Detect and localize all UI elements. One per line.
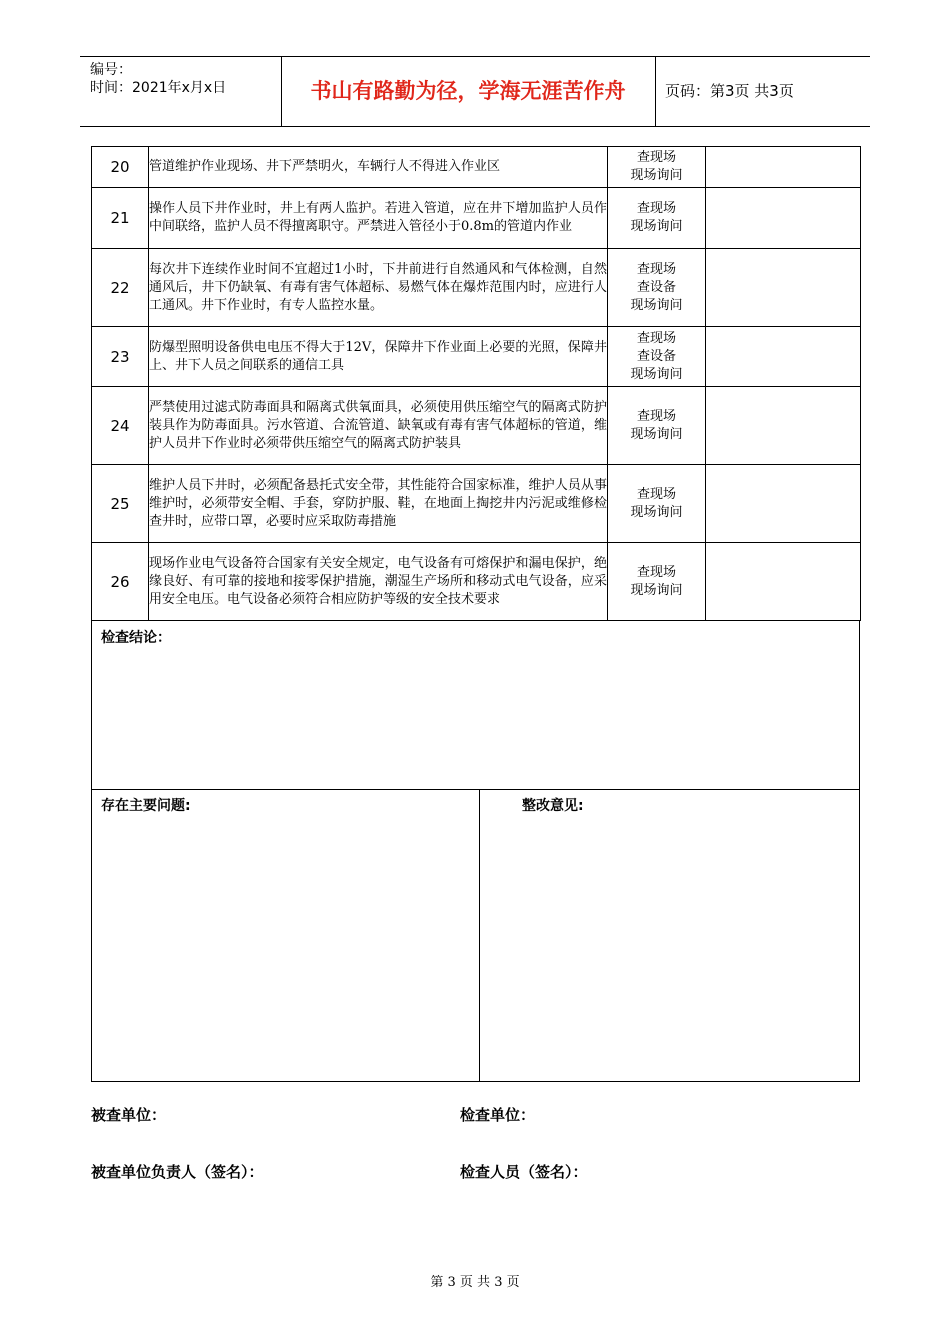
inspected-unit-label: 被查单位： <box>91 1106 167 1124</box>
item-number: 23 <box>92 327 149 387</box>
method-line: 查现场 <box>636 330 676 346</box>
table-row <box>92 249 861 327</box>
inspected-leader-signature-label: 被查单位负责人（签名）： <box>91 1163 264 1181</box>
item-note <box>706 327 861 387</box>
item-number: 21 <box>92 188 149 249</box>
inspector-signature-label: 检查人员（签名）： <box>460 1163 588 1181</box>
method-line: 现场询问 <box>630 582 683 598</box>
inspection-table <box>91 146 861 621</box>
table-row <box>92 147 861 188</box>
item-content: 管道维护作业现场、井下严禁明火，车辆行人不得进入作业区 <box>149 147 608 188</box>
method-line: 现场询问 <box>630 366 683 382</box>
conclusion-label: 检查结论： <box>101 630 171 646</box>
header-page-info: 页码：第3页 共3页 <box>665 82 794 100</box>
conclusion-box <box>91 620 860 790</box>
header-divider <box>655 57 656 126</box>
serial-number-label: 编号： <box>90 62 132 78</box>
table-row <box>92 543 861 621</box>
table-row <box>92 327 861 387</box>
method-line: 现场询问 <box>630 426 683 442</box>
item-content: 每次井下连续作业时间不宜超过1小时，下井前进行自然通风和气体检测，自然通风后，井下仍缺氧、有毒有害气体超标、易燃气体在爆炸范围内时，应进行人工通风。井下作业时，有专人监控水量。 <box>149 249 608 327</box>
table-row <box>92 387 861 465</box>
date-label: 时间：2021年x月x日 <box>90 80 227 96</box>
method-line: 查现场 <box>636 201 676 216</box>
header-meta <box>90 61 226 97</box>
item-note <box>706 188 861 249</box>
item-note <box>706 249 861 327</box>
method-line: 查现场 <box>636 564 676 580</box>
item-method <box>608 249 706 327</box>
problems-suggestions-box <box>91 789 860 1082</box>
page-header <box>80 56 870 127</box>
item-content: 防爆型照明设备供电电压不得大于12V，保障井下作业面上必要的光照，保障井上、井下人员之间联系的通信工具 <box>149 327 608 387</box>
table-row <box>92 465 861 543</box>
box-divider <box>479 790 480 1081</box>
item-note <box>706 387 861 465</box>
method-line: 查设备 <box>636 348 676 364</box>
header-motto: 书山有路勤为径，学海无涯苦作舟 <box>310 79 626 103</box>
method-line: 现场询问 <box>630 168 683 183</box>
item-number: 25 <box>92 465 149 543</box>
table-row <box>92 188 861 249</box>
method-line: 查现场 <box>636 150 676 165</box>
item-note <box>706 543 861 621</box>
method-line: 查现场 <box>636 486 676 502</box>
item-content: 严禁使用过滤式防毒面具和隔离式供氧面具，必须使用供压缩空气的隔离式防护装具作为防毒面具。污水管道、合流管道、缺氧或有毒有害气体超标的管道，维护人员井下作业时必须带供压缩空气的隔离式防护装具 <box>149 387 608 465</box>
method-line: 现场询问 <box>630 504 683 520</box>
method-line: 查设备 <box>636 279 676 295</box>
suggestions-label: 整改意见: <box>522 798 584 814</box>
method-line: 查现场 <box>636 261 676 277</box>
item-method <box>608 188 706 249</box>
item-number: 26 <box>92 543 149 621</box>
page-footer: 第 3 页 共 3 页 <box>430 1275 520 1290</box>
item-note <box>706 147 861 188</box>
method-line: 查现场 <box>636 408 676 424</box>
item-number: 24 <box>92 387 149 465</box>
inspecting-unit-label: 检查单位： <box>460 1106 536 1124</box>
item-method <box>608 327 706 387</box>
item-number: 20 <box>92 147 149 188</box>
item-method <box>608 387 706 465</box>
item-method <box>608 147 706 188</box>
item-content: 维护人员下井时，必须配备悬托式安全带，其性能符合国家标准，维护人员从事维护时，必须带安全帽、手套，穿防护服、鞋，在地面上掏挖井内污泥或维修检查井时，应带口罩，必要时应采取防毒措施 <box>149 465 608 543</box>
item-note <box>706 465 861 543</box>
method-line: 现场询问 <box>630 219 683 234</box>
item-content: 操作人员下井作业时，井上有两人监护。若进入管道，应在井下增加监护人员作中间联络，监护人员不得擅离职守。严禁进入管径小于0.8m的管道内作业 <box>149 188 608 249</box>
item-method <box>608 465 706 543</box>
item-method <box>608 543 706 621</box>
method-line: 现场询问 <box>630 297 683 313</box>
item-content: 现场作业电气设备符合国家有关安全规定，电气设备有可熔保护和漏电保护，绝缘良好、有可靠的接地和接零保护措施，潮湿生产场所和移动式电气设备，应采用安全电压。电气设备必须符合相应防护等级的安全技术要求 <box>149 543 608 621</box>
problems-label: 存在主要问题: <box>101 798 191 814</box>
item-number: 22 <box>92 249 149 327</box>
